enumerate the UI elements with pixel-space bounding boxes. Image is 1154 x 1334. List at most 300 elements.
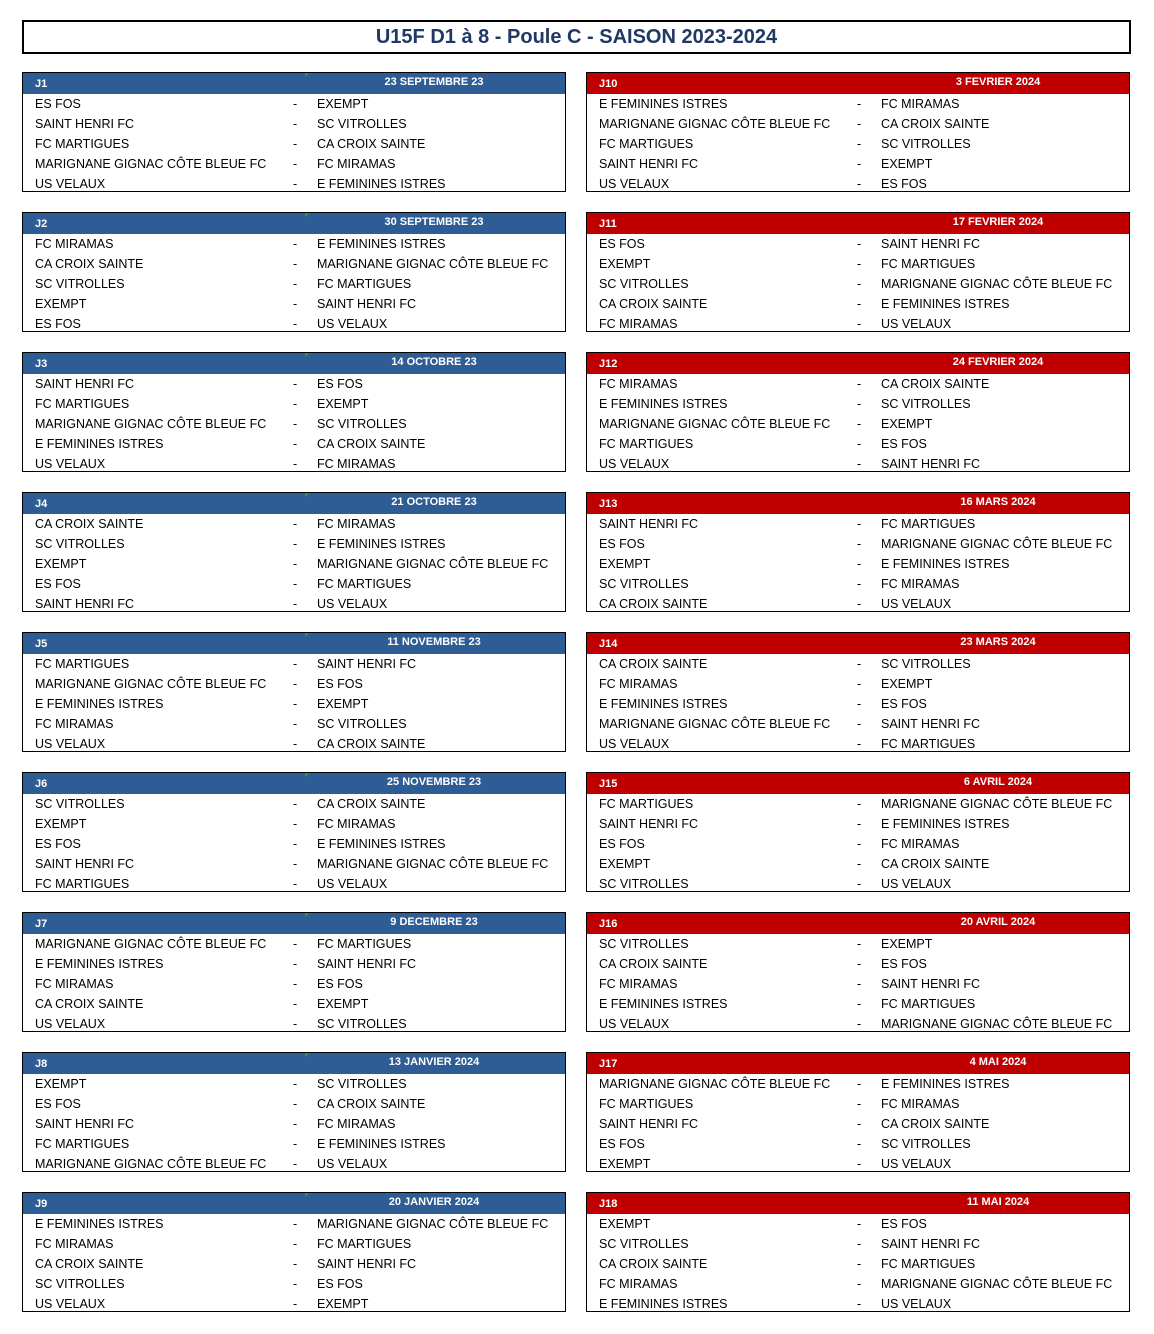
page-title: U15F D1 à 8 - Poule C - SAISON 2023-2024 (375, 26, 778, 48)
matchday-header (587, 633, 1129, 654)
matchday-block (22, 1052, 566, 1172)
match-row (587, 1294, 1129, 1314)
match-row (587, 434, 1129, 454)
away-team: FC MARTIGUES (317, 577, 412, 591)
match-row (587, 1234, 1129, 1254)
match-row (23, 834, 565, 854)
matchday-label: J1 (35, 78, 48, 90)
home-team: EXEMPT (599, 1157, 651, 1171)
matchday-date: 9 DECEMBRE 23 (390, 916, 478, 928)
away-team: FC MARTIGUES (317, 277, 412, 291)
home-team: ES FOS (35, 1097, 81, 1111)
away-team: E FEMININES ISTRES (881, 557, 1010, 571)
away-team: MARIGNANE GIGNAC CÔTE BLEUE FC (881, 797, 1113, 811)
home-team: US VELAUX (35, 1017, 106, 1031)
away-team: SAINT HENRI FC (317, 1257, 417, 1271)
match-separator: - (857, 137, 862, 151)
match-row (587, 1094, 1129, 1114)
home-team: EXEMPT (35, 297, 87, 311)
match-row (587, 454, 1129, 474)
match-row (587, 854, 1129, 874)
match-row (23, 854, 565, 874)
match-row (23, 114, 565, 134)
matchday-label: J12 (599, 358, 618, 370)
home-team: E FEMININES ISTRES (599, 697, 728, 711)
match-row (587, 274, 1129, 294)
match-separator: - (293, 1137, 298, 1151)
matchday-date: 25 NOVEMBRE 23 (386, 776, 482, 788)
match-separator: - (293, 437, 298, 451)
home-team: SC VITROLLES (599, 277, 689, 291)
match-separator: - (293, 397, 298, 411)
match-separator: - (293, 137, 298, 151)
away-team: E FEMININES ISTRES (317, 177, 446, 191)
home-team: CA CROIX SAINTE (599, 957, 708, 971)
away-team: SC VITROLLES (317, 117, 407, 131)
home-team: EXEMPT (35, 557, 87, 571)
home-team: FC MIRAMAS (599, 317, 678, 331)
home-team: FC MIRAMAS (599, 977, 678, 991)
match-separator: - (857, 957, 862, 971)
away-team: CA CROIX SAINTE (317, 737, 426, 751)
matchday-label: J17 (599, 1058, 618, 1070)
home-team: MARIGNANE GIGNAC CÔTE BLEUE FC (35, 937, 267, 951)
matchday-header (23, 73, 565, 94)
match-separator: - (857, 877, 862, 891)
match-separator: - (857, 1237, 862, 1251)
away-team: EXEMPT (317, 997, 369, 1011)
matchday-header (587, 773, 1129, 794)
home-team: SC VITROLLES (599, 877, 689, 891)
match-row (587, 794, 1129, 814)
home-team: MARIGNANE GIGNAC CÔTE BLEUE FC (35, 1157, 267, 1171)
matchday-header (23, 913, 565, 934)
matchday-block (586, 492, 1130, 612)
away-team: CA CROIX SAINTE (881, 117, 990, 131)
home-team: FC MARTIGUES (599, 1097, 694, 1111)
match-row (587, 654, 1129, 674)
match-separator: - (293, 677, 298, 691)
match-separator: - (857, 1137, 862, 1151)
matchday-date: 23 SEPTEMBRE 23 (384, 76, 484, 88)
away-team: SAINT HENRI FC (881, 237, 981, 251)
matchday-date: 20 AVRIL 2024 (960, 916, 1036, 928)
match-row (587, 314, 1129, 334)
match-separator: - (293, 657, 298, 671)
match-separator: - (293, 877, 298, 891)
matchday-block (22, 492, 566, 612)
match-row (23, 1234, 565, 1254)
match-row (587, 954, 1129, 974)
matchday-block (22, 212, 566, 332)
match-row (23, 1114, 565, 1134)
match-separator: - (857, 1297, 862, 1311)
match-separator: - (857, 737, 862, 751)
away-team: SAINT HENRI FC (881, 457, 981, 471)
matchday-header (587, 73, 1129, 94)
match-separator: - (857, 437, 862, 451)
matchday-block (586, 632, 1130, 752)
away-team: EXEMPT (317, 1297, 369, 1311)
away-team: MARIGNANE GIGNAC CÔTE BLEUE FC (881, 537, 1113, 551)
match-separator: - (293, 577, 298, 591)
home-team: CA CROIX SAINTE (35, 257, 144, 271)
match-separator: - (293, 697, 298, 711)
home-team: MARIGNANE GIGNAC CÔTE BLEUE FC (35, 157, 267, 171)
match-row (587, 374, 1129, 394)
home-team: MARIGNANE GIGNAC CÔTE BLEUE FC (599, 1077, 831, 1091)
home-team: MARIGNANE GIGNAC CÔTE BLEUE FC (599, 117, 831, 131)
match-row (587, 734, 1129, 754)
away-team: E FEMININES ISTRES (317, 1137, 446, 1151)
matchday-date: 11 MAI 2024 (966, 1196, 1030, 1208)
match-separator: - (293, 177, 298, 191)
matchday-block (22, 912, 566, 1032)
match-row (23, 1074, 565, 1094)
match-separator: - (293, 557, 298, 571)
matchday-block (22, 632, 566, 752)
match-separator: - (293, 1077, 298, 1091)
match-separator: - (857, 1117, 862, 1131)
match-row (23, 994, 565, 1014)
matchday-label: J15 (599, 778, 618, 790)
home-team: FC MARTIGUES (35, 1137, 130, 1151)
match-separator: - (293, 157, 298, 171)
home-team: FC MIRAMAS (35, 977, 114, 991)
home-team: SC VITROLLES (35, 797, 125, 811)
match-separator: - (293, 997, 298, 1011)
matchday-block (586, 772, 1130, 892)
match-separator: - (857, 937, 862, 951)
away-team: CA CROIX SAINTE (881, 1117, 990, 1131)
match-row (23, 134, 565, 154)
home-team: US VELAUX (35, 177, 106, 191)
matchday-header (587, 353, 1129, 374)
home-team: SAINT HENRI FC (599, 517, 699, 531)
match-separator: - (293, 237, 298, 251)
match-row (587, 574, 1129, 594)
matchday-block (22, 72, 566, 192)
match-row (587, 1274, 1129, 1294)
matchday-header (23, 633, 565, 654)
match-row (23, 1154, 565, 1174)
match-row (23, 874, 565, 894)
page-title-box (22, 20, 1131, 54)
matchday-label: J9 (35, 1198, 48, 1210)
match-separator: - (857, 1097, 862, 1111)
away-team: FC MARTIGUES (881, 1257, 976, 1271)
home-team: E FEMININES ISTRES (599, 397, 728, 411)
match-separator: - (857, 1017, 862, 1031)
matchday-date: 4 MAI 2024 (969, 1056, 1027, 1068)
match-row (23, 394, 565, 414)
away-team: FC MIRAMAS (317, 817, 396, 831)
matchday-header (587, 213, 1129, 234)
away-team: MARIGNANE GIGNAC CÔTE BLEUE FC (317, 1217, 549, 1231)
matchday-date: 13 JANVIER 2024 (388, 1056, 480, 1068)
home-team: SAINT HENRI FC (599, 1117, 699, 1131)
away-team: FC MARTIGUES (881, 257, 976, 271)
away-team: E FEMININES ISTRES (317, 537, 446, 551)
away-team: SC VITROLLES (881, 657, 971, 671)
home-team: ES FOS (599, 837, 645, 851)
home-team: CA CROIX SAINTE (35, 1257, 144, 1271)
match-row (587, 1014, 1129, 1034)
away-team: US VELAUX (317, 317, 388, 331)
away-team: FC MARTIGUES (881, 997, 976, 1011)
home-team: FC MARTIGUES (599, 437, 694, 451)
home-team: US VELAUX (35, 457, 106, 471)
away-team: EXEMPT (881, 937, 933, 951)
matchday-header (587, 1053, 1129, 1074)
home-team: FC MARTIGUES (35, 657, 130, 671)
match-row (587, 154, 1129, 174)
home-team: EXEMPT (599, 257, 651, 271)
home-team: SAINT HENRI FC (35, 597, 135, 611)
match-separator: - (293, 597, 298, 611)
matchday-label: J4 (35, 498, 48, 510)
home-team: CA CROIX SAINTE (599, 297, 708, 311)
away-team: FC MIRAMAS (317, 1117, 396, 1131)
home-team: FC MARTIGUES (599, 137, 694, 151)
match-row (23, 1014, 565, 1034)
home-team: FC MIRAMAS (599, 1277, 678, 1291)
matchday-header (23, 1193, 565, 1214)
matchday-block (586, 1052, 1130, 1172)
home-team: SAINT HENRI FC (35, 117, 135, 131)
match-separator: - (293, 277, 298, 291)
away-team: ES FOS (881, 437, 927, 451)
match-row (587, 934, 1129, 954)
match-separator: - (293, 317, 298, 331)
match-row (587, 1214, 1129, 1234)
home-team: US VELAUX (599, 457, 670, 471)
away-team: US VELAUX (317, 597, 388, 611)
home-team: EXEMPT (599, 1217, 651, 1231)
matchday-label: J16 (599, 918, 618, 930)
match-separator: - (293, 1237, 298, 1251)
match-separator: - (293, 97, 298, 111)
away-team: FC MIRAMAS (881, 97, 960, 111)
match-separator: - (857, 1157, 862, 1171)
home-team: US VELAUX (35, 1297, 106, 1311)
match-separator: - (293, 977, 298, 991)
match-separator: - (293, 457, 298, 471)
matchday-header (23, 773, 565, 794)
match-row (23, 574, 565, 594)
match-row (587, 414, 1129, 434)
match-row (587, 1134, 1129, 1154)
match-row (587, 1154, 1129, 1174)
away-team: ES FOS (881, 697, 927, 711)
matchday-block (22, 352, 566, 472)
match-separator: - (293, 797, 298, 811)
match-separator: - (293, 1117, 298, 1131)
away-team: US VELAUX (881, 1157, 952, 1171)
home-team: US VELAUX (599, 1017, 670, 1031)
home-team: E FEMININES ISTRES (35, 697, 164, 711)
home-team: ES FOS (599, 1137, 645, 1151)
home-team: FC MIRAMAS (35, 717, 114, 731)
away-team: SC VITROLLES (881, 397, 971, 411)
matchday-label: J14 (599, 638, 618, 650)
match-row (587, 234, 1129, 254)
away-team: FC MIRAMAS (317, 157, 396, 171)
home-team: EXEMPT (35, 1077, 87, 1091)
match-row (587, 114, 1129, 134)
home-team: FC MARTIGUES (35, 877, 130, 891)
matchday-header (23, 1053, 565, 1074)
away-team: CA CROIX SAINTE (317, 437, 426, 451)
away-team: SC VITROLLES (317, 417, 407, 431)
match-separator: - (857, 977, 862, 991)
matchday-block (22, 772, 566, 892)
away-team: E FEMININES ISTRES (317, 237, 446, 251)
matchday-date: 14 OCTOBRE 23 (391, 356, 477, 368)
matchday-date: 24 FEVRIER 2024 (952, 356, 1044, 368)
match-row (23, 1254, 565, 1274)
matchday-header (587, 913, 1129, 934)
match-separator: - (293, 717, 298, 731)
home-team: FC MIRAMAS (599, 377, 678, 391)
away-team: CA CROIX SAINTE (317, 137, 426, 151)
match-separator: - (857, 97, 862, 111)
away-team: SAINT HENRI FC (881, 977, 981, 991)
match-separator: - (857, 117, 862, 131)
match-separator: - (857, 857, 862, 871)
match-separator: - (293, 297, 298, 311)
matchday-label: J18 (599, 1198, 618, 1210)
match-row (23, 174, 565, 194)
home-team: SC VITROLLES (599, 937, 689, 951)
match-row (23, 734, 565, 754)
home-team: CA CROIX SAINTE (599, 1257, 708, 1271)
match-row (23, 714, 565, 734)
away-team: FC MIRAMAS (317, 517, 396, 531)
match-row (587, 394, 1129, 414)
home-team: ES FOS (35, 577, 81, 591)
match-row (587, 594, 1129, 614)
match-row (587, 834, 1129, 854)
away-team: ES FOS (881, 177, 927, 191)
match-row (23, 814, 565, 834)
matchday-date: 16 MARS 2024 (960, 496, 1036, 508)
match-separator: - (293, 1017, 298, 1031)
away-team: US VELAUX (317, 877, 388, 891)
match-separator: - (857, 557, 862, 571)
home-team: CA CROIX SAINTE (35, 997, 144, 1011)
match-row (23, 154, 565, 174)
away-team: EXEMPT (317, 97, 369, 111)
match-row (23, 254, 565, 274)
match-row (587, 1114, 1129, 1134)
match-separator: - (857, 1277, 862, 1291)
matchday-date: 30 SEPTEMBRE 23 (384, 216, 484, 228)
home-team: SC VITROLLES (599, 1237, 689, 1251)
away-team: MARIGNANE GIGNAC CÔTE BLEUE FC (317, 857, 549, 871)
home-team: FC MIRAMAS (35, 237, 114, 251)
matchday-label: J7 (35, 918, 48, 930)
match-row (23, 1134, 565, 1154)
away-team: MARIGNANE GIGNAC CÔTE BLEUE FC (881, 1017, 1113, 1031)
away-team: FC MARTIGUES (317, 1237, 412, 1251)
match-separator: - (857, 677, 862, 691)
match-separator: - (857, 177, 862, 191)
match-row (587, 874, 1129, 894)
match-row (23, 1214, 565, 1234)
home-team: E FEMININES ISTRES (599, 997, 728, 1011)
match-separator: - (857, 377, 862, 391)
match-separator: - (293, 817, 298, 831)
away-team: FC MIRAMAS (881, 1097, 960, 1111)
match-row (587, 514, 1129, 534)
matchday-date: 3 FEVRIER 2024 (955, 76, 1041, 88)
home-team: ES FOS (599, 537, 645, 551)
match-separator: - (857, 697, 862, 711)
match-row (587, 94, 1129, 114)
match-separator: - (857, 717, 862, 731)
matchday-label: J10 (599, 78, 618, 90)
matchday-header (587, 1193, 1129, 1214)
away-team: E FEMININES ISTRES (881, 297, 1010, 311)
away-team: FC MARTIGUES (881, 737, 976, 751)
match-separator: - (857, 837, 862, 851)
away-team: ES FOS (317, 977, 363, 991)
match-separator: - (857, 457, 862, 471)
match-row (23, 414, 565, 434)
matchday-label: J11 (599, 218, 617, 230)
match-separator: - (857, 797, 862, 811)
away-team: EXEMPT (317, 397, 369, 411)
matchday-block (586, 212, 1130, 332)
matchday-label: J3 (35, 358, 48, 370)
match-row (23, 314, 565, 334)
away-team: FC MIRAMAS (317, 457, 396, 471)
away-team: FC MIRAMAS (881, 837, 960, 851)
home-team: MARIGNANE GIGNAC CÔTE BLEUE FC (35, 417, 267, 431)
match-separator: - (857, 537, 862, 551)
away-team: US VELAUX (881, 597, 952, 611)
home-team: FC MIRAMAS (35, 1237, 114, 1251)
away-team: US VELAUX (881, 317, 952, 331)
match-row (587, 974, 1129, 994)
match-row (23, 594, 565, 614)
home-team: SAINT HENRI FC (599, 817, 699, 831)
home-team: E FEMININES ISTRES (35, 1217, 164, 1231)
away-team: SAINT HENRI FC (317, 657, 417, 671)
away-team: ES FOS (881, 1217, 927, 1231)
away-team: SAINT HENRI FC (317, 297, 417, 311)
home-team: EXEMPT (599, 857, 651, 871)
away-team: MARIGNANE GIGNAC CÔTE BLEUE FC (317, 257, 549, 271)
home-team: CA CROIX SAINTE (599, 657, 708, 671)
match-row (23, 674, 565, 694)
matchday-block (586, 72, 1130, 192)
away-team: SAINT HENRI FC (317, 957, 417, 971)
home-team: SAINT HENRI FC (599, 157, 699, 171)
matchday-label: J6 (35, 778, 48, 790)
match-row (23, 274, 565, 294)
matchday-block (586, 912, 1130, 1032)
matchday-date: 23 MARS 2024 (960, 636, 1036, 648)
home-team: ES FOS (35, 837, 81, 851)
match-row (23, 1274, 565, 1294)
match-separator: - (293, 1257, 298, 1271)
match-row (587, 814, 1129, 834)
match-separator: - (857, 277, 862, 291)
away-team: FC MIRAMAS (881, 577, 960, 591)
away-team: SC VITROLLES (317, 1017, 407, 1031)
